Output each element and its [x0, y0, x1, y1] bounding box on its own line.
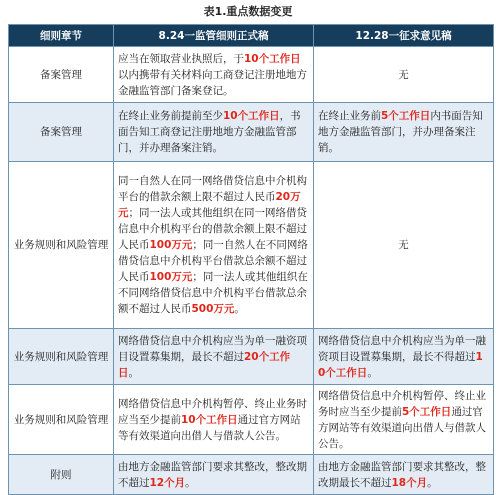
- cell-text: 应当在领取营业执照后，于: [118, 52, 244, 65]
- cell-text: 无: [398, 68, 409, 81]
- cell-text: 网络借贷信息中介机构暂停、终止业务时应当至少提前: [318, 389, 486, 418]
- table-row: [9, 329, 494, 385]
- cell-text: ，书面告知工商登记注册地地方金融监管部门，并办理备案注销。: [118, 110, 301, 154]
- cell-text: ；同一自然人在不同网络借贷信息中介机构平台借款总余额不超过人民币: [118, 239, 308, 283]
- table-row: [9, 47, 494, 103]
- section-cell: 业务规则和风险管理: [9, 162, 114, 329]
- cell-text: 网络借贷信息中介机构应当为单一融资项目设置募集期，最长不得超过: [318, 334, 486, 363]
- cell-text: 。: [367, 366, 378, 379]
- highlight-value: 500万元: [191, 303, 235, 315]
- section-cell: 备案管理: [9, 47, 114, 103]
- draft-cell: [314, 103, 494, 162]
- header-section: 细则章节: [9, 25, 114, 47]
- draft-cell: [314, 385, 494, 455]
- draft-cell: [314, 455, 494, 495]
- cell-text: ；同一法人或其他组织在不同网络借贷信息中介机构平台借款总余额不超过人民币: [118, 271, 308, 315]
- cell-text: 网络借贷信息中介机构暂停、终止业务时应当至少提前: [118, 397, 307, 426]
- highlight-value: 20个工作日: [118, 350, 291, 379]
- highlight-value: 10个工作日: [223, 110, 280, 122]
- cell-text: 。: [128, 366, 139, 379]
- formal-cell: [114, 329, 314, 385]
- draft-cell: [314, 329, 494, 385]
- section-cell: 备案管理: [9, 103, 114, 162]
- highlight-value: 100万元: [149, 271, 193, 283]
- formal-cell: [114, 103, 314, 162]
- table-row: [9, 162, 494, 329]
- section-cell: 业务规则和风险管理: [9, 329, 114, 385]
- data-change-table: [8, 24, 494, 495]
- header-consultation-draft: 12.28一征求意见稿: [314, 25, 494, 47]
- formal-cell: [114, 162, 314, 329]
- table-row: [9, 385, 494, 455]
- cell-text: ；同一法人或其他组织在同一网络借贷信息中介机构平台的借款余额上限不超过人民币: [118, 207, 307, 251]
- draft-cell: [314, 162, 494, 329]
- table-header-row: [9, 25, 494, 47]
- formal-cell: [114, 47, 314, 103]
- section-cell: 业务规则和风险管理: [9, 385, 114, 455]
- table-row: [9, 455, 494, 495]
- highlight-value: 10个工作日: [181, 413, 238, 426]
- cell-text: 。: [185, 476, 196, 489]
- draft-cell: [314, 47, 494, 103]
- table-row: [9, 103, 494, 162]
- highlight-value: 100万元: [149, 239, 193, 251]
- highlight-value: 18个月: [391, 476, 428, 489]
- section-cell: 附则: [9, 455, 114, 495]
- cell-text: 通过官方网站等有效渠道向出借人与借款人公告。: [118, 413, 301, 442]
- cell-text: 。: [427, 476, 438, 489]
- formal-cell: [114, 455, 314, 495]
- highlight-value: 10个工作日: [318, 350, 483, 379]
- highlight-value: 10个工作日: [244, 52, 301, 65]
- table-title: 表1.重点数据变更: [203, 5, 293, 18]
- cell-text: 同一自然人在同一网络借贷信息中介机构平台的借款余额上限不超过人民币: [118, 175, 307, 203]
- highlight-value: 5个工作日: [381, 110, 431, 122]
- cell-text: 由地方金融监管部门要求其整改，整改期最长不超过: [318, 460, 486, 489]
- header-formal-draft: 8.24一监管细则正式稿: [114, 25, 314, 47]
- table-body: [9, 47, 494, 495]
- cell-text: 网络借贷信息中介机构应当为单一融资项目设置募集期，最长不超过: [118, 334, 307, 363]
- highlight-value: 20万元: [118, 191, 301, 219]
- cell-text: 由地方金融监管部门要求其整改，整改期不超过: [118, 460, 307, 489]
- cell-text: 在终止业务前提前至少: [118, 110, 223, 122]
- cell-text: 在终止业务前: [318, 110, 381, 122]
- cell-text: 。: [234, 303, 245, 315]
- cell-text: 无: [398, 239, 409, 251]
- highlight-value: 12个月: [149, 476, 186, 489]
- cell-text: 以内携带有关材料向工商登记注册地地方金融监管部门备案登记。: [118, 68, 307, 97]
- highlight-value: 5个工作日: [402, 405, 452, 418]
- cell-text: 通过官方网站等有效渠道向出借人与借款人公告。: [318, 405, 486, 450]
- cell-text: 内书面告知地方金融监管部门，并办理备案注销。: [318, 110, 483, 154]
- formal-cell: [114, 385, 314, 455]
